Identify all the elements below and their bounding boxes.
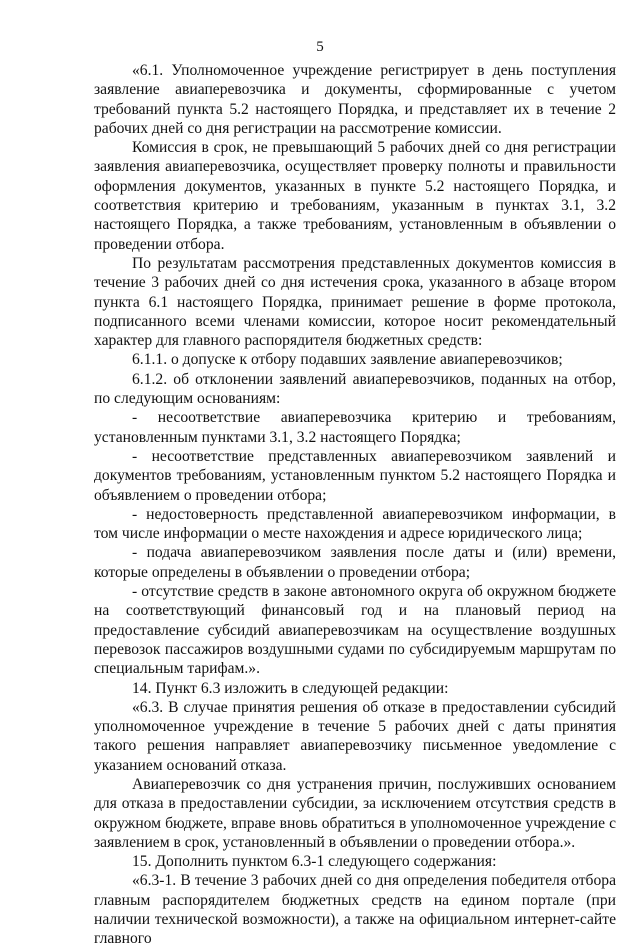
page-number: 5 [316,39,324,55]
list-item-inaccurate-info: - недостоверность представленной авиаперевозчиком информации, в том числе информации о месте нахождения и адресе юридического лица; [94,505,616,543]
paragraph-6-1-2: 6.1.2. об отклонении заявлений авиаперевозчиков, поданных на отбор, по следующим основаниям: [94,370,616,408]
paragraph-6-1: «6.1. Уполномоченное учреждение регистрирует в день поступления заявление авиаперевозчика и документы, сформированные с учетом требований пункта 5.2 настоящего Порядка, и представляет их в течение 2 рабочих дней со дня регистрации на рассмотрение комиссии. [94,62,616,137]
paragraph-commission-check: Комиссия в срок, не превышающий 5 рабочих дней со дня регистрации заявления авиаперевозчика, осуществляет проверку полноты и правильности оформления документов, указанных в пункте 5.2 настоящего Порядка, и соответствия критерию и требованиям, указанным в пунктах 3.1, 3.2 настоящего Порядка, а также требованиям, установленным в объявлении о проведении отбора. [94,139,616,253]
paragraph-6-1-1: 6.1.1. о допуске к отбору подавших заявление авиаперевозчиков; [132,351,563,369]
paragraph-reapply: Авиаперевозчик со дня устранения причин, послуживших основанием для отказа в предоставлении субсидии, за исключением отсутствия средств в окружном бюджете, вправе вновь обратиться в уполномоченное учреждение с заявлением в срок, установленный в объявлении о проведении отбора.». [94,775,616,851]
paragraph-review-results: По результатам рассмотрения представленных документов комиссия в течение 3 рабочих дней со дня истечения срока, указанного в абзаце втором пункта 6.1 настоящего Порядка, принимает решение в форме протокола, подписанного всеми членами комиссии, которое носит рекомендательный характер для главного распорядителя бюджетных средств: [94,254,616,350]
list-item-no-budget-funds: - отсутствие средств в законе автономного округа об окружном бюджете на соответствующий финансовый год и на плановый период на предоставление субсидий авиаперевозчикам на осуществление воздушных перевозок пассажиров воздушными судами по субсидируемым маршрутам по специальным тарифам.». [94,583,616,678]
list-item-documents-mismatch: - несоответствие представленных авиаперевозчиком заявлений и документов требованиям, установленным пунктом 5.2 настоящего Порядка и объявлением о проведении отбора; [94,447,616,504]
paragraph-item-15: 15. Дополнить пунктом 6.3-1 следующего содержания: [132,853,497,871]
paragraph-item-14: 14. Пункт 6.3 изложить в следующей редакции: [132,679,449,697]
list-item-late-submission: - подача авиаперевозчиком заявления после даты и (или) времени, которые определены в объявлении о проведении отбора; [94,544,616,581]
paragraph-6-3-1: «6.3-1. В течение 3 рабочих дней со дня определения победителя отбора главным распорядителем бюджетных средств на едином портале (при наличии технической возможности), а также на официальном интернет-сайте главного [94,872,616,948]
list-item-criteria-mismatch: - несоответствие авиаперевозчика критерию и требованиям, установленным пунктами 3.1, 3.2 настоящего Порядка; [94,409,616,446]
document-body [94,61,616,949]
paragraph-6-3: «6.3. В случае принятия решения об отказе в предоставлении субсидий уполномоченное учреждение в течение 5 рабочих дней с даты принятия такого решения направляет авиаперевозчику письменное уведомление с указанием оснований отказа. [94,698,616,774]
